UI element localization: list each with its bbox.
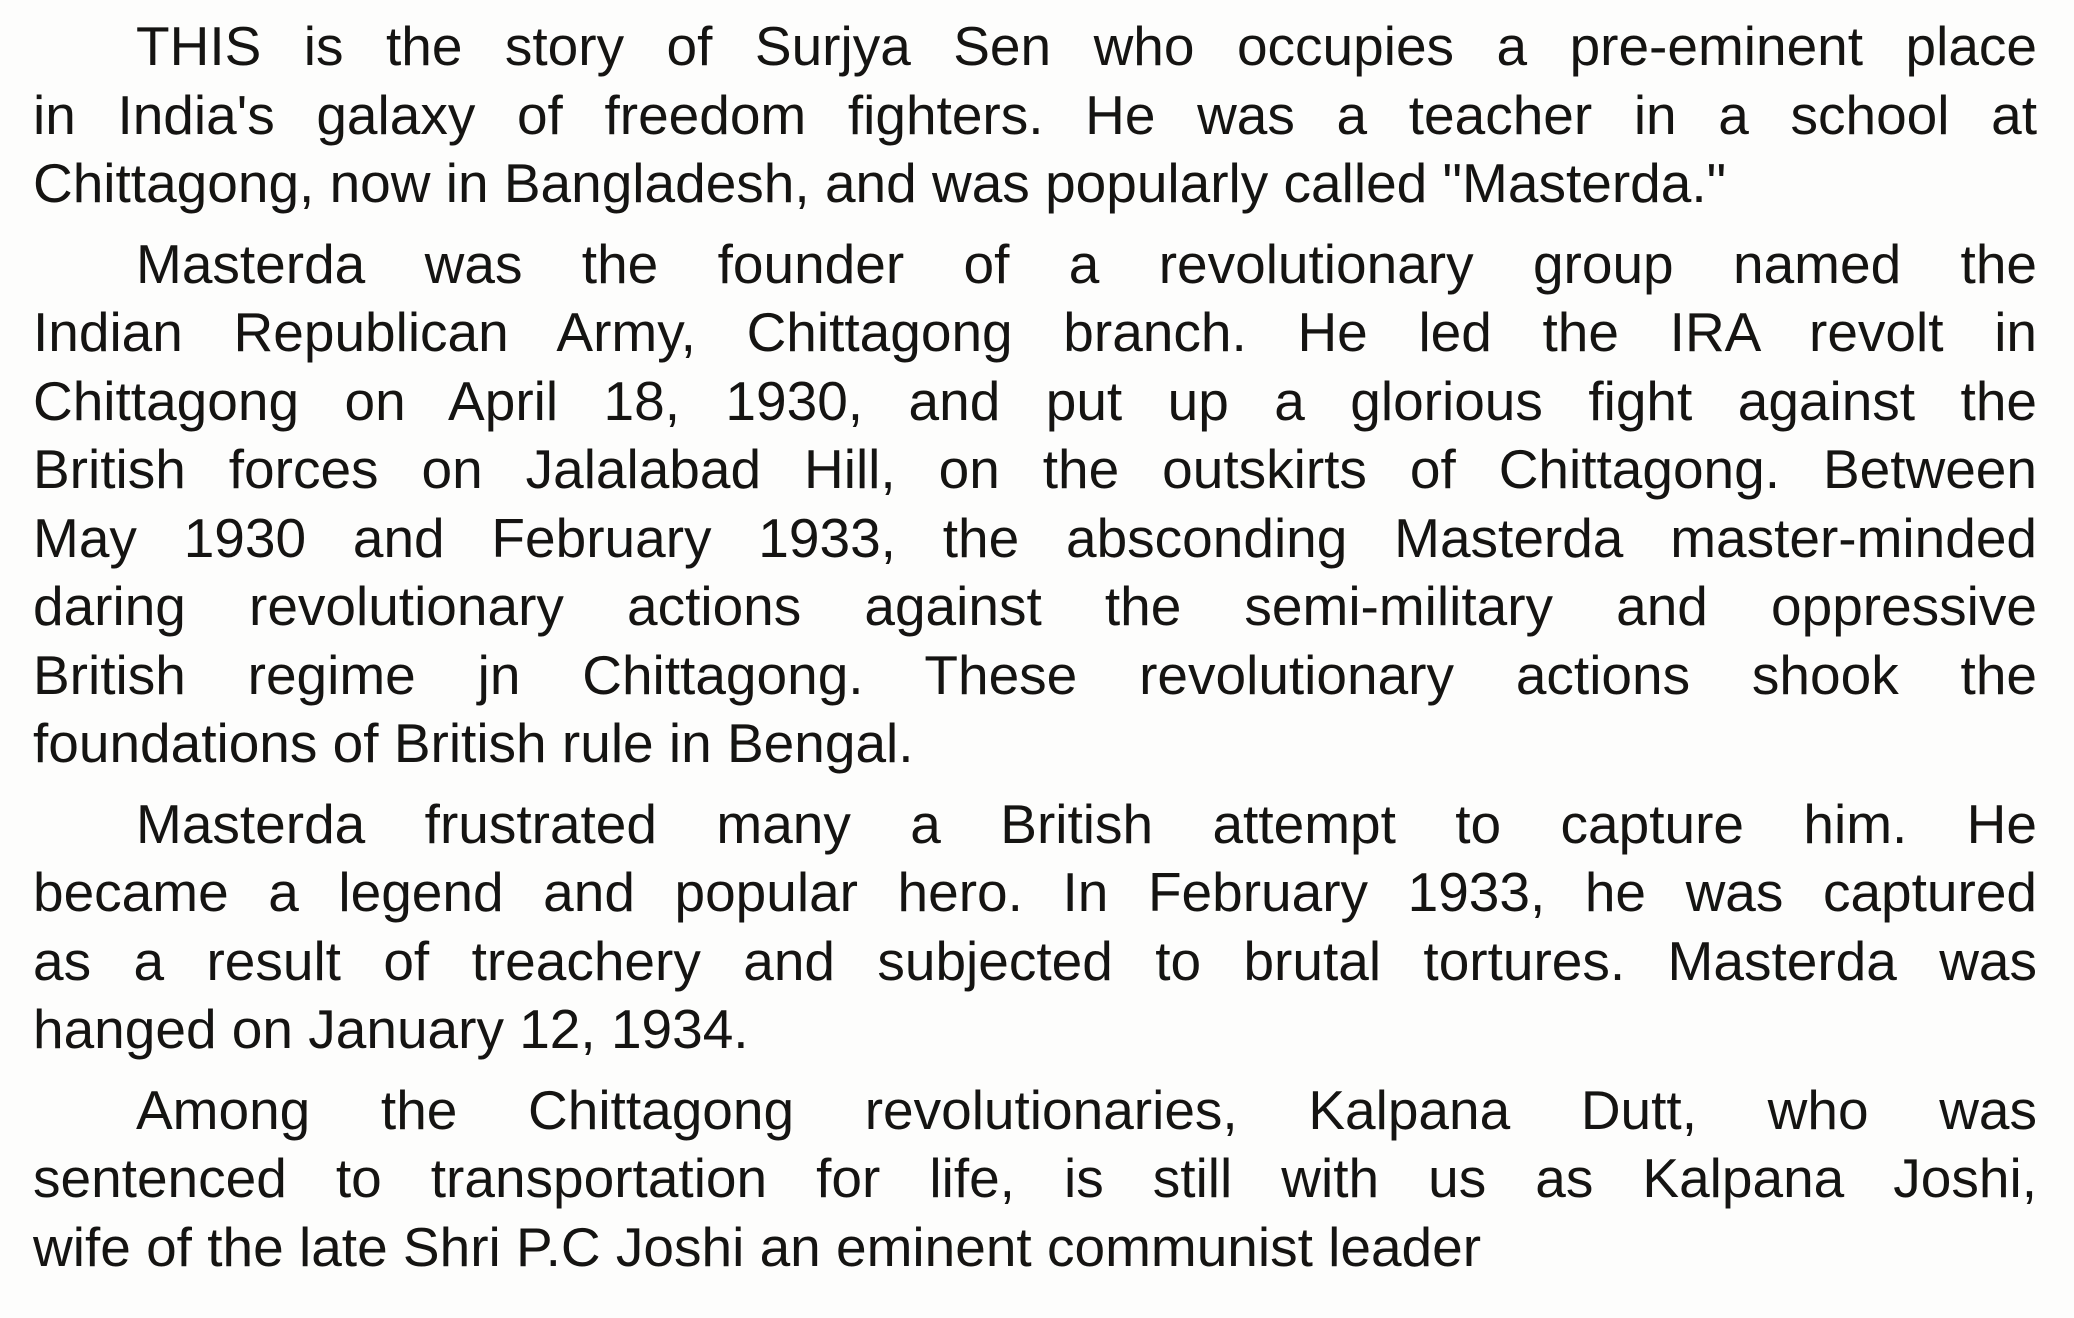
text-line: British regime jn Chittagong. These revolutionary actions shook the xyxy=(33,643,2037,706)
paragraph-intro xyxy=(33,12,2037,218)
text-line: Masterda was the founder of a revolutionary group named the xyxy=(136,232,2037,295)
text-line: sentenced to transportation for life, is still with us as Kalpana Joshi, xyxy=(33,1147,2037,1209)
text-line: British forces on Jalalabad Hill, on the outskirts of Chittagong. Between xyxy=(33,438,2037,500)
text-line: wife of the late Shri P.C Joshi an eminent communist leader xyxy=(33,1215,1482,1278)
text-line: Masterda frustrated many a British attempt to capture him. He xyxy=(136,792,2037,855)
text-line: as a result of treachery and subjected to brutal tortures. Masterda was xyxy=(33,929,2037,992)
text-line: Chittagong, now in Bangladesh, and was popularly called "Masterda." xyxy=(33,152,1727,214)
text-line: hanged on January 12, 1934. xyxy=(33,998,749,1060)
article-body xyxy=(33,12,2037,1293)
paragraph-revolt xyxy=(33,230,2037,778)
text-line: daring revolutionary actions against the semi-military and oppressive xyxy=(33,575,2037,637)
paragraph-capture xyxy=(33,790,2037,1064)
text-line: foundations of British rule in Bengal. xyxy=(33,712,914,774)
text-line: became a legend and popular hero. In February 1933, he was captured xyxy=(33,861,2037,923)
text-line: THIS is the story of Surjya Sen who occupies a pre-eminent place xyxy=(136,15,2037,77)
paragraph-kalpana xyxy=(33,1076,2037,1282)
text-line: Chittagong on April 18, 1930, and put up a glorious fight against the xyxy=(33,369,2037,432)
text-line: Among the Chittagong revolutionaries, Kalpana Dutt, who was xyxy=(136,1078,2037,1141)
text-line: in India's galaxy of freedom fighters. He was a teacher in a school at xyxy=(33,83,2037,146)
text-line: Indian Republican Army, Chittagong branch. He led the IRA revolt in xyxy=(33,301,2037,363)
text-line: May 1930 and February 1933, the absconding Masterda master-minded xyxy=(33,506,2037,569)
